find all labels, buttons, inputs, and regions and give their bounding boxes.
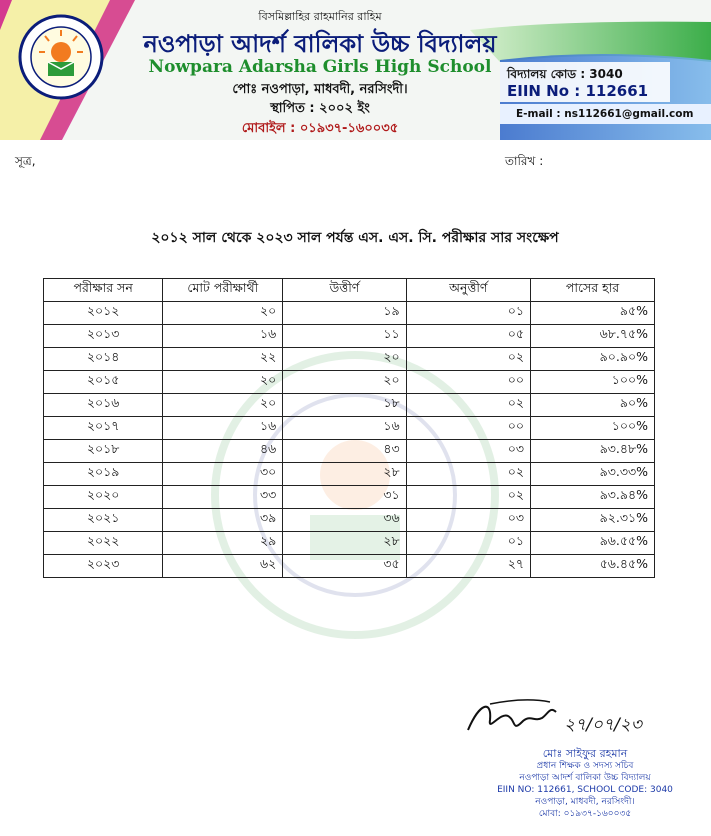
column-header-pass-rate: পাসের হার [531, 279, 655, 302]
cell-pass-rate: ৯০% [531, 394, 655, 417]
stamp-school: নওপাড়া আদর্শ বালিকা উচ্চ বিদ্যালয় [519, 773, 651, 783]
cell-passed: ১১ [283, 325, 406, 348]
cell-failed: ০১ [406, 302, 530, 325]
cell-year: ২০১৩ [44, 325, 163, 348]
school-logo [18, 14, 104, 100]
cell-total: ১৬ [163, 325, 283, 348]
cell-year: ২০২১ [44, 509, 163, 532]
reference-label: সূত্র, [15, 154, 36, 168]
cell-passed: ৩৬ [283, 509, 406, 532]
school-address: পোঃ নওপাড়া, মাধবদী, নরসিংদী। [232, 82, 408, 97]
cell-year: ২০২৩ [44, 555, 163, 578]
headmaster-signature [460, 692, 670, 742]
cell-year: ২০১৫ [44, 371, 163, 394]
table-row [44, 417, 655, 440]
bismillah-text: বিসমিল্লাহির রাহমানির রাহিম [258, 10, 382, 23]
signature-date: ২৭/০৭/২৩ [564, 715, 642, 735]
table-row [44, 509, 655, 532]
school-mobile: মোবাইল : ০১৯৩৭-১৬০০৩৫ [241, 121, 399, 136]
stamp-address: নওপাড়া, মাধবদী, নরসিংদী। [535, 797, 635, 807]
table-row [44, 348, 655, 371]
cell-failed: ০১ [406, 532, 530, 555]
cell-total: ৩৩ [163, 486, 283, 509]
cell-year: ২০১৯ [44, 463, 163, 486]
cell-pass-rate: ৫৬.৪৫% [531, 555, 655, 578]
cell-pass-rate: ৯৩.৪৮% [531, 440, 655, 463]
cell-passed: ১৯ [283, 302, 406, 325]
cell-passed: ২৮ [283, 463, 406, 486]
stamp-mobile: মোবা: ০১৯৩৭-১৬০০৩৫ [538, 809, 632, 819]
cell-failed: ০২ [406, 348, 530, 371]
column-header-passed: উত্তীর্ণ [283, 279, 406, 302]
cell-pass-rate: ৯০.৯০% [531, 348, 655, 371]
cell-pass-rate: ৯৬.৫৫% [531, 532, 655, 555]
school-title-bengali: নওপাড়া আদর্শ বালিকা উচ্চ বিদ্যালয় [143, 29, 497, 58]
stamp-designation: প্রধান শিক্ষক ও সদস্য সচিব [536, 761, 634, 771]
cell-passed: ২০ [283, 371, 406, 394]
cell-failed: ০২ [406, 463, 530, 486]
document-heading: ২০১২ সাল থেকে ২০২৩ সাল পর্যন্ত এস. এস. সি. পরীক্ষার সার সংক্ষেপ [151, 230, 559, 246]
cell-passed: ২৮ [283, 532, 406, 555]
table-row [44, 486, 655, 509]
official-stamp [480, 748, 690, 820]
cell-total: ২৯ [163, 532, 283, 555]
column-header-failed: অনুত্তীর্ণ [406, 279, 530, 302]
column-header-year: পরীক্ষার সন [44, 279, 163, 302]
cell-failed: ০২ [406, 394, 530, 417]
cell-year: ২০১৮ [44, 440, 163, 463]
cell-year: ২০২২ [44, 532, 163, 555]
school-title-english: Nowpara Adarsha Girls High School [148, 57, 492, 77]
table-row [44, 394, 655, 417]
cell-failed: ০৩ [406, 440, 530, 463]
column-header-total: মোট পরীক্ষার্থী [163, 279, 283, 302]
cell-total: ২২ [163, 348, 283, 371]
cell-total: ২০ [163, 371, 283, 394]
cell-pass-rate: ৯৩.৯৪% [531, 486, 655, 509]
cell-year: ২০১৪ [44, 348, 163, 371]
school-email: E-mail : ns112661@gmail.com [516, 108, 694, 120]
cell-pass-rate: ৯৩.৩৩% [531, 463, 655, 486]
cell-pass-rate: ১০০% [531, 417, 655, 440]
cell-pass-rate: ৬৮.৭৫% [531, 325, 655, 348]
cell-passed: ৪৩ [283, 440, 406, 463]
cell-total: ৩৯ [163, 509, 283, 532]
cell-passed: ১৮ [283, 394, 406, 417]
cell-passed: ৩৫ [283, 555, 406, 578]
eiin-number: EIIN No : 112661 [507, 82, 649, 100]
cell-total: ২০ [163, 394, 283, 417]
cell-year: ২০১৬ [44, 394, 163, 417]
cell-total: ৩০ [163, 463, 283, 486]
stamp-codes: EIIN NO: 112661, SCHOOL CODE: 3040 [497, 785, 673, 795]
table-row [44, 325, 655, 348]
cell-passed: ১৬ [283, 417, 406, 440]
table-row [44, 463, 655, 486]
table-row [44, 440, 655, 463]
cell-pass-rate: ৯৫% [531, 302, 655, 325]
cell-total: ২০ [163, 302, 283, 325]
table-header-row [44, 279, 655, 302]
cell-year: ২০১৭ [44, 417, 163, 440]
date-label: তারিখ : [505, 154, 544, 168]
established-year: স্থাপিত : ২০০২ ইং [270, 101, 370, 116]
table-row [44, 371, 655, 394]
ssc-results-table [43, 278, 655, 578]
cell-total: ৬২ [163, 555, 283, 578]
table-row [44, 302, 655, 325]
cell-total: ৪৬ [163, 440, 283, 463]
cell-passed: ৩১ [283, 486, 406, 509]
cell-failed: ২৭ [406, 555, 530, 578]
school-code: বিদ্যালয় কোড : 3040 [507, 67, 623, 81]
table-row [44, 532, 655, 555]
table-row [44, 555, 655, 578]
cell-total: ১৬ [163, 417, 283, 440]
cell-failed: ০০ [406, 371, 530, 394]
cell-year: ২০২০ [44, 486, 163, 509]
stamp-name: মোঃ সাইফুর রহমান [542, 747, 628, 760]
cell-failed: ০৫ [406, 325, 530, 348]
cell-failed: ০৩ [406, 509, 530, 532]
cell-failed: ০০ [406, 417, 530, 440]
cell-year: ২০১২ [44, 302, 163, 325]
cell-pass-rate: ৯২.৩১% [531, 509, 655, 532]
cell-failed: ০২ [406, 486, 530, 509]
cell-passed: ২০ [283, 348, 406, 371]
cell-pass-rate: ১০০% [531, 371, 655, 394]
